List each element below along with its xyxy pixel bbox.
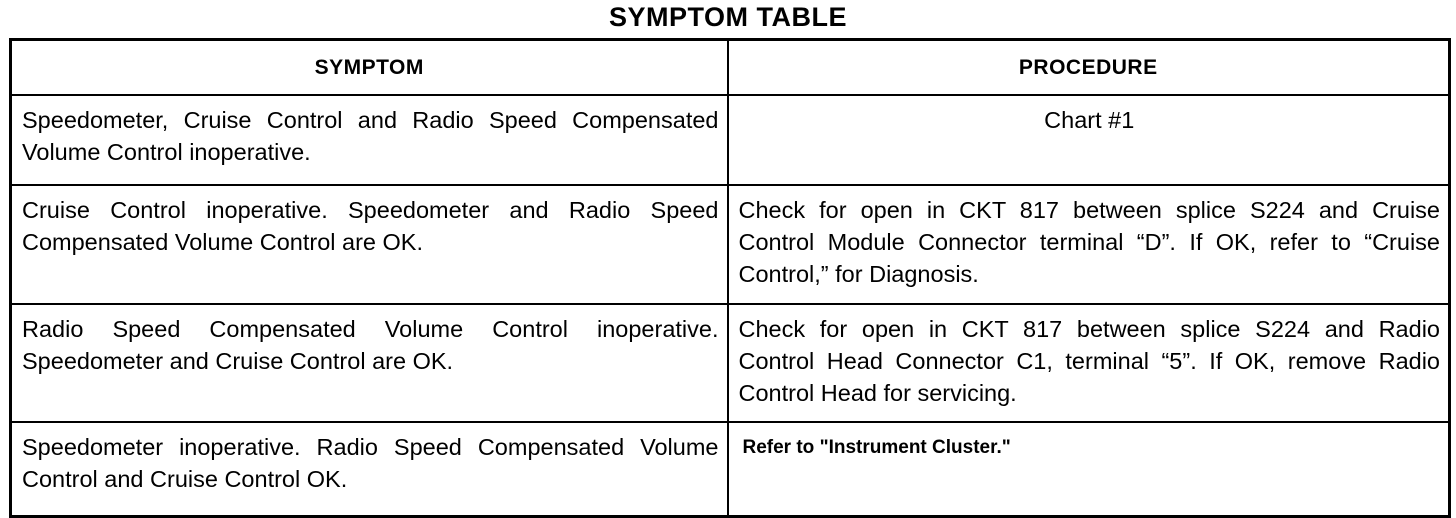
procedure-cell [728, 95, 1450, 185]
symptom-cell [11, 304, 728, 422]
symptom-text: Speedometer inoperative. Radio Speed Compensated Volume Control and Cruise Control OK. [22, 434, 719, 492]
procedure-text: Chart #1 [1044, 107, 1135, 133]
procedure-text: Check for open in CKT 817 between splice S224 and Cruise Control Module Connector terminal “D”. If OK, refer to “Cruise Control,” for Diagnosis. [738, 197, 1440, 287]
table-row [11, 95, 1450, 185]
procedure-cell [728, 185, 1450, 304]
symptom-cell [11, 185, 728, 304]
symptom-cell [11, 95, 728, 185]
procedure-cell [728, 422, 1450, 517]
header-procedure: PROCEDURE [728, 40, 1450, 96]
symptom-cell [11, 422, 728, 517]
procedure-text: Refer to "Instrument Cluster." [742, 437, 1011, 458]
table-row [11, 185, 1450, 304]
symptom-table [9, 38, 1451, 518]
page-title: SYMPTOM TABLE [608, 2, 847, 32]
header-symptom: SYMPTOM [11, 40, 728, 96]
symptom-text: Speedometer, Cruise Control and Radio Speed Compensated Volume Control inoperative. [22, 107, 719, 165]
procedure-text: Check for open in CKT 817 between splice S224 and Radio Control Head Connector C1, terminal “5”. If OK, remove Radio Control Head for servicing. [738, 316, 1440, 406]
procedure-cell [728, 304, 1450, 422]
table-row [11, 422, 1450, 517]
symptom-text: Cruise Control inoperative. Speedometer and Radio Speed Compensated Volume Control are OK. [22, 197, 719, 255]
table-header-row [11, 40, 1450, 96]
symptom-text: Radio Speed Compensated Volume Control inoperative. Speedometer and Cruise Control are OK. [22, 316, 719, 374]
table-row [11, 304, 1450, 422]
